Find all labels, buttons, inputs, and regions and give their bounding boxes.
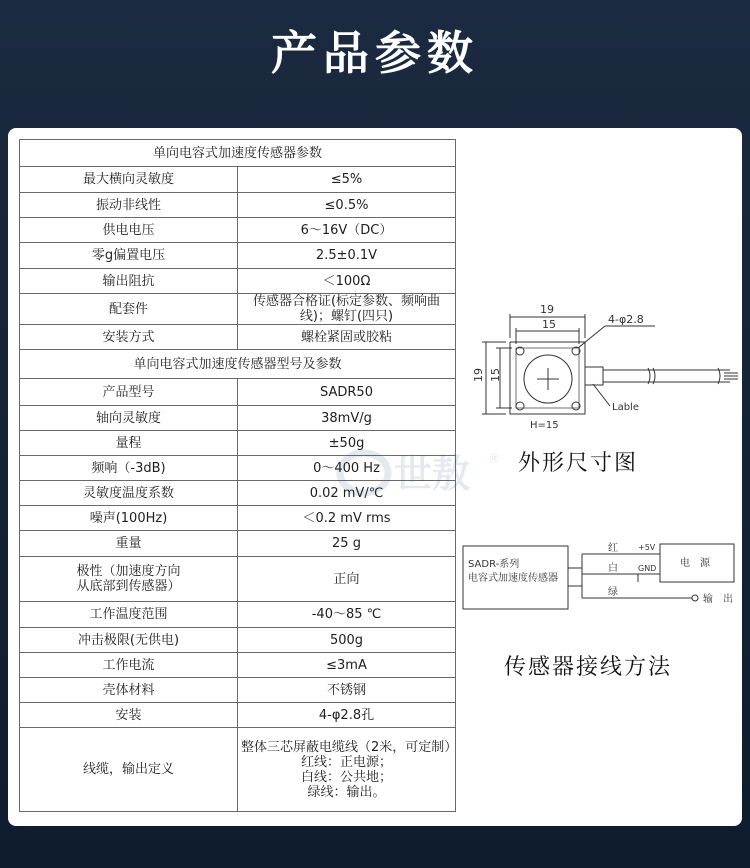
spec-table xyxy=(19,139,456,812)
row-value: 0.02 mV/℃ xyxy=(238,481,456,506)
row-label: 供电电压 xyxy=(20,218,238,243)
page-title: 产品参数 xyxy=(271,26,479,80)
dimension-caption: 外形尺寸图 xyxy=(518,451,639,476)
row-label: 量程 xyxy=(20,431,238,456)
wire-white: 白 xyxy=(608,563,618,574)
row-value: 0～400 Hz xyxy=(238,456,456,481)
table-row xyxy=(20,531,456,557)
row-value: 2.5±0.1V xyxy=(238,243,456,269)
row-value-cable: 整体三芯屏蔽电缆线（2米，可定制） 红线：正电源； 白线：公共地； 绿线：输出。 xyxy=(238,728,456,812)
dim-19-left: 19 xyxy=(472,368,485,382)
table-row xyxy=(20,506,456,531)
output-terminal-icon xyxy=(692,595,698,601)
table-row xyxy=(20,728,456,812)
table-row xyxy=(20,218,456,243)
row-label: 产品型号 xyxy=(20,379,238,406)
row-value: ≤5% xyxy=(238,167,456,193)
table-row xyxy=(20,456,456,481)
output-label: 输 出 xyxy=(703,594,733,605)
row-value-polarity: 正向 xyxy=(238,557,456,602)
table-row xyxy=(20,167,456,193)
row-label: 安装 xyxy=(20,703,238,728)
row-value: 传感器合格证(标定参数、频响曲线)；螺钉(四只) xyxy=(238,294,456,325)
table-section-header xyxy=(20,350,456,379)
table-row xyxy=(20,481,456,506)
row-label-cable: 线缆，输出定义 xyxy=(20,728,238,812)
row-label: 配套件 xyxy=(20,294,238,325)
wiring-diagram xyxy=(460,536,740,616)
wire-green: 绿 xyxy=(608,587,618,598)
table-row xyxy=(20,602,456,628)
table-row xyxy=(20,325,456,350)
row-value: 不锈钢 xyxy=(238,678,456,703)
table-row xyxy=(20,193,456,218)
row-label: 工作温度范围 xyxy=(20,602,238,628)
row-label: 轴向灵敏度 xyxy=(20,406,238,431)
row-value: 500g xyxy=(238,628,456,653)
row-label: 冲击极限(无供电) xyxy=(20,628,238,653)
row-label-polarity: 极性（加速度方向 从底部到传感器） xyxy=(20,557,238,602)
row-value: 25 g xyxy=(238,531,456,557)
content-card xyxy=(8,128,742,826)
row-value: ≤3mA xyxy=(238,653,456,678)
dim-15-left: 15 xyxy=(489,368,502,382)
row-label: 壳体材料 xyxy=(20,678,238,703)
table-section-header xyxy=(20,140,456,167)
watermark-mark: ® xyxy=(488,452,500,466)
section1-title: 单向电容式加速度传感器参数 xyxy=(20,140,456,167)
gnd-label: GND xyxy=(638,564,657,573)
table-row xyxy=(20,678,456,703)
row-label: 振动非线性 xyxy=(20,193,238,218)
table-row xyxy=(20,294,456,325)
row-value: 6～16V（DC） xyxy=(238,218,456,243)
row-value: -40～85 ℃ xyxy=(238,602,456,628)
row-label: 安装方式 xyxy=(20,325,238,350)
table-row xyxy=(20,703,456,728)
wire-red: 红 xyxy=(608,543,618,554)
page-header xyxy=(0,0,750,100)
row-value: 螺栓紧固或胶粘 xyxy=(238,325,456,350)
dim-19-top: 19 xyxy=(540,303,554,316)
table-row xyxy=(20,431,456,456)
table-row xyxy=(20,628,456,653)
dim-15-top: 15 xyxy=(542,318,556,331)
lable-text: Lable xyxy=(612,402,639,413)
mount-hole-icon xyxy=(516,402,524,410)
section2-title: 单向电容式加速度传感器型号及参数 xyxy=(20,350,456,379)
dimension-diagram xyxy=(460,298,740,433)
height-note: H=15 xyxy=(530,420,559,431)
row-label: 最大横向灵敏度 xyxy=(20,167,238,193)
plus5v-label: +5V xyxy=(638,543,656,552)
row-label: 频响（-3dB) xyxy=(20,456,238,481)
row-value: SADR50 xyxy=(238,379,456,406)
row-value: ≤0.5% xyxy=(238,193,456,218)
table-row xyxy=(20,243,456,269)
table-row xyxy=(20,269,456,294)
row-label: 噪声(100Hz) xyxy=(20,506,238,531)
row-label: 输出阻抗 xyxy=(20,269,238,294)
power-label: 电 源 xyxy=(680,558,710,569)
sensor-series: SADR-系列 xyxy=(468,559,520,570)
table-row xyxy=(20,406,456,431)
row-value: ＜100Ω xyxy=(238,269,456,294)
table-row xyxy=(20,557,456,602)
wiring-caption: 传感器接线方法 xyxy=(504,655,673,680)
row-value: 4-φ2.8孔 xyxy=(238,703,456,728)
row-label: 零g偏置电压 xyxy=(20,243,238,269)
watermark-text: 世敖 xyxy=(394,452,471,496)
table-row xyxy=(20,379,456,406)
row-value: 38mV/g xyxy=(238,406,456,431)
row-label: 灵敏度温度系数 xyxy=(20,481,238,506)
row-value: ＜0.2 mV rms xyxy=(238,506,456,531)
sensor-type: 电容式加速度传感器 xyxy=(468,573,558,584)
row-value: ±50g xyxy=(238,431,456,456)
hole-label: 4-φ2.8 xyxy=(608,313,644,326)
row-label: 工作电流 xyxy=(20,653,238,678)
row-label: 重量 xyxy=(20,531,238,557)
table-row xyxy=(20,653,456,678)
